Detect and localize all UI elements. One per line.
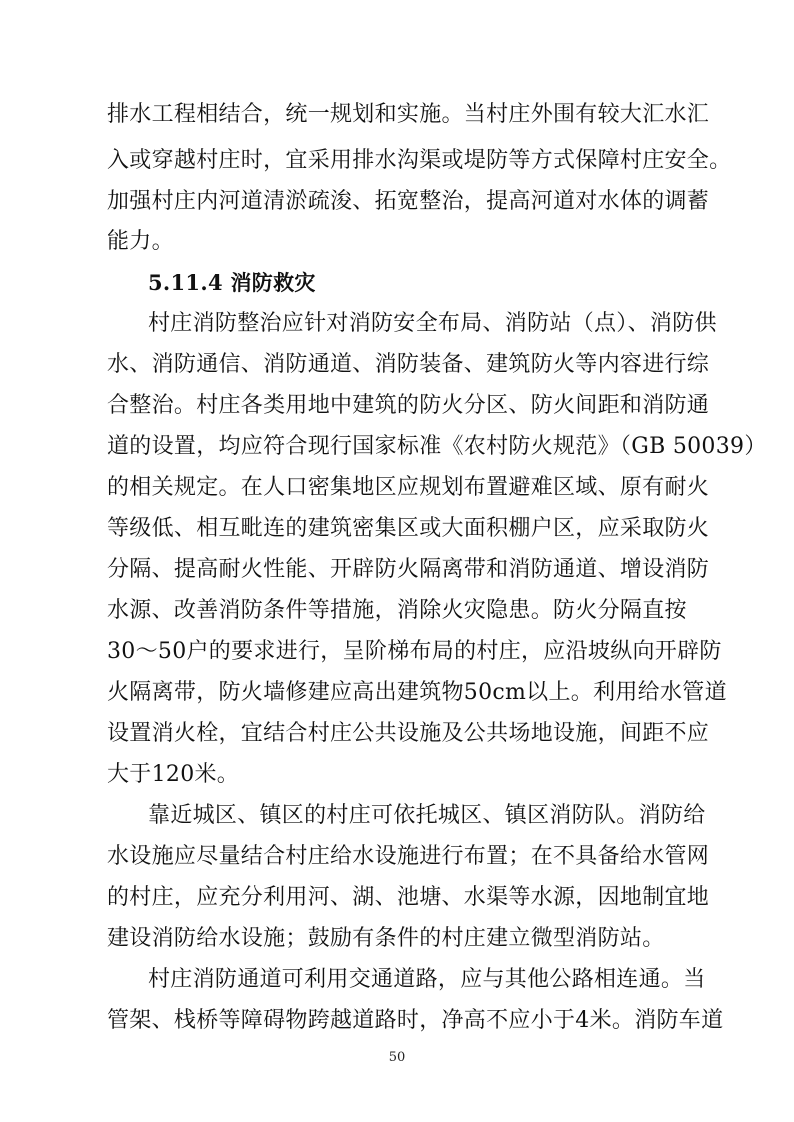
text-line: 水、消防通信、消防通道、消防装备、建筑防火等内容进行综 (107, 352, 710, 377)
text-line: 30～50户的要求进行，呈阶梯布局的村庄，应沿坡纵向开辟防 (107, 639, 722, 664)
page-number: 50 (388, 1050, 406, 1065)
text-line: 建设消防给水设施；鼓励有条件的村庄建立微型消防站。 (107, 926, 665, 951)
text-line: 火隔离带，防火墙修建应高出建筑物50cm以上。利用给水管道 (107, 680, 727, 705)
text-line: 的村庄，应充分利用河、湖、池塘、水渠等水源，因地制宜地 (107, 885, 710, 910)
text-line: 水源、改善消防条件等措施，消除火灾隐患。防火分隔直按 (107, 598, 687, 623)
text-line: 靠近城区、镇区的村庄可依托城区、镇区消防队。消防给 (148, 803, 706, 828)
text-line: 的相关规定。在人口密集地区应规划布置避难区域、原有耐火 (107, 475, 710, 500)
text-line: 水设施应尽量结合村庄给水设施进行布置；在不具备给水管网 (107, 844, 710, 869)
text-line: 村庄消防通道可利用交通道路，应与其他公路相连通。当 (148, 967, 706, 992)
section-heading: 5.11.4 消防救灾 (148, 270, 316, 295)
text-line: 村庄消防整治应针对消防安全布局、消防站（点）、消防供 (148, 311, 717, 336)
text-line: 设置消火栓，宜结合村庄公共设施及公共场地设施，间距不应 (107, 721, 710, 746)
text-line: 等级低、相互毗连的建筑密集区或大面积棚户区，应采取防火 (107, 516, 710, 541)
text-line: 能力。 (107, 229, 174, 254)
text-line: 大于120米。 (107, 762, 240, 787)
text-line: 排水工程相结合，统一规划和实施。当村庄外围有较大汇水汇 (107, 102, 710, 127)
text-line: 管架、栈桥等障碍物跨越道路时，净高不应小于4米。消防车道 (107, 1008, 724, 1033)
text-line: 加强村庄内河道清淤疏浚、拓宽整治，提高河道对水体的调蓄 (107, 189, 710, 214)
text-line: 分隔、提高耐火性能、开辟防火隔离带和消防通道、增设消防 (107, 557, 710, 582)
text-line: 道的设置，均应符合现行国家标准《农村防火规范》（GB 50039） (107, 434, 767, 459)
text-line: 入或穿越村庄时，宜采用排水沟渠或堤防等方式保障村庄安全。 (107, 148, 732, 173)
text-line: 合整治。村庄各类用地中建筑的防火分区、防火间距和消防通 (107, 393, 710, 418)
